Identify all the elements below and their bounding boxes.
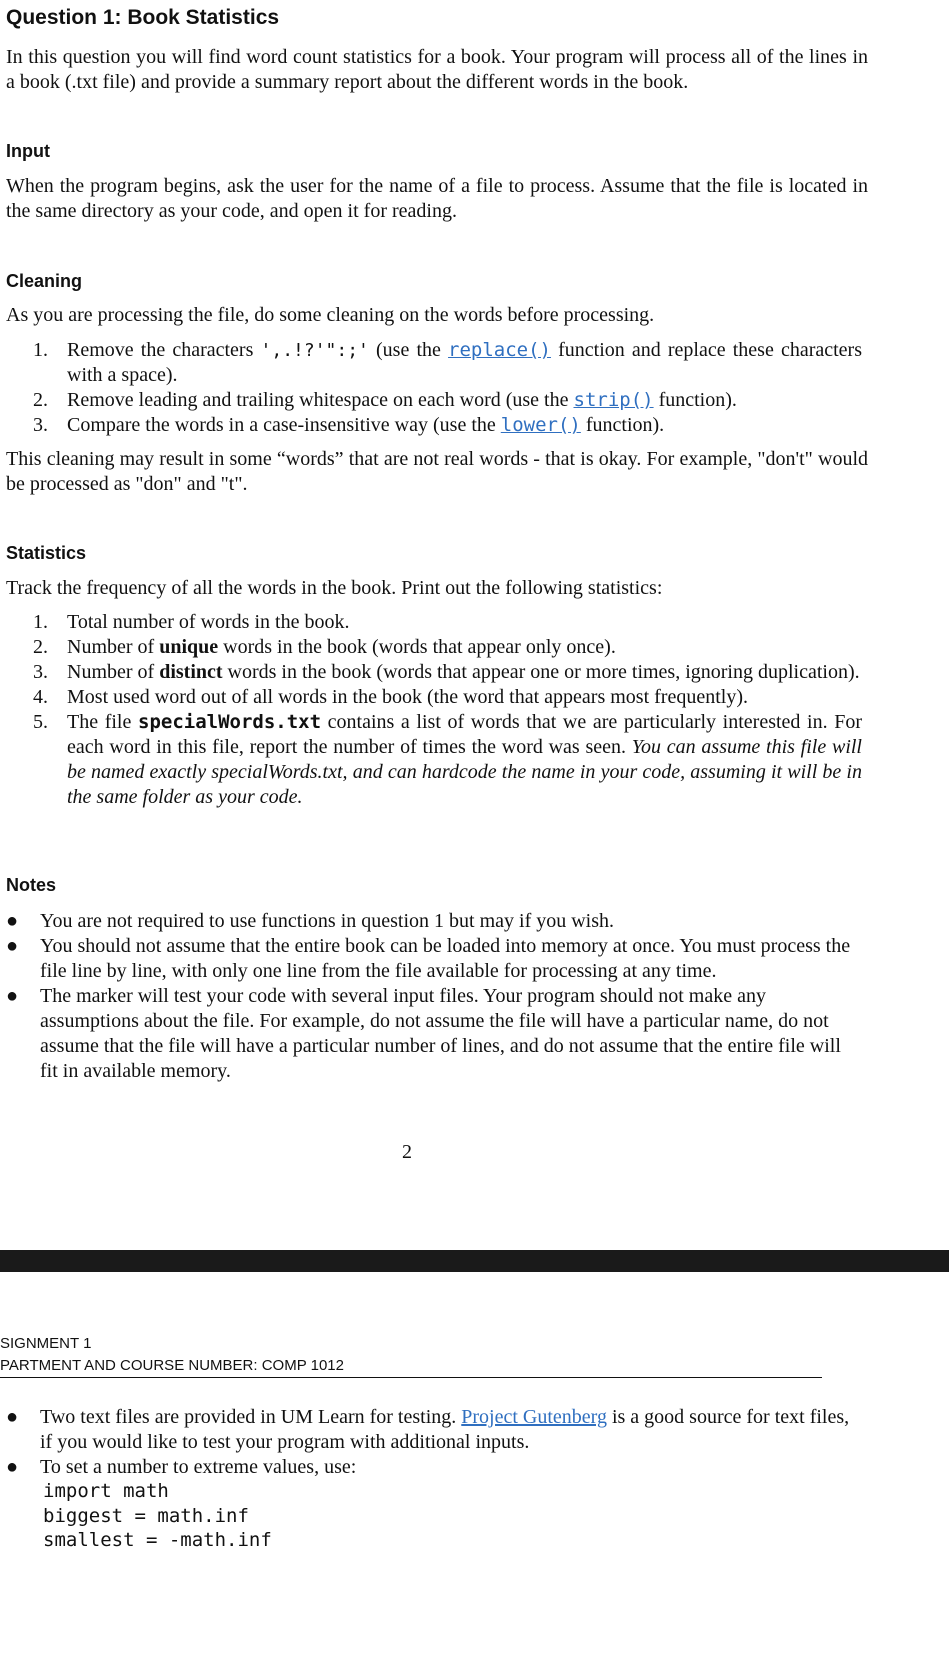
bullet-icon: ● bbox=[6, 1456, 19, 1478]
notes-item-2-text: You should not assume that the entire book can be loaded into memory at once. You must process the file line by line, with only one line from the file available for processing at any time. bbox=[40, 935, 851, 982]
special-words-filename: specialWords.txt bbox=[138, 711, 322, 733]
statistics-item-1 bbox=[33, 610, 862, 635]
cleaning-note: This cleaning may result in some “words” that are not real words - that is okay. For example, "don't" would be processed as "don" and "t". bbox=[6, 448, 868, 495]
statistics-intro: Track the frequency of all the words in the book. Print out the following statistics: bbox=[6, 577, 663, 599]
statistics-item-3 bbox=[33, 660, 862, 685]
list-number: 5. bbox=[33, 711, 48, 733]
statistics-item-5-post: contains a list of words that we are particularly interested in. For each word in this file, report the number of times the word was seen. bbox=[67, 711, 863, 758]
list-number: 2. bbox=[33, 389, 48, 411]
bullet-icon: ● bbox=[6, 985, 19, 1007]
list-number: 3. bbox=[33, 414, 48, 436]
statistics-item-2 bbox=[33, 635, 862, 660]
statistics-item-5 bbox=[33, 710, 862, 810]
notes-list bbox=[0, 909, 860, 1084]
replace-link[interactable]: replace() bbox=[448, 339, 551, 361]
cleaning-intro: As you are processing the file, do some cleaning on the words before processing. bbox=[6, 304, 655, 326]
page2-item-1 bbox=[0, 1405, 860, 1455]
page-break-bar bbox=[0, 1250, 949, 1272]
intro-paragraph: In this question you will find word count statistics for a book. Your program will process all of the lines in a book (.txt file) and provide a summary report about the different words in the book. bbox=[6, 46, 868, 93]
list-number: 3. bbox=[33, 661, 48, 683]
page2-list bbox=[0, 1405, 860, 1480]
list-number: 2. bbox=[33, 636, 48, 658]
cleaning-item-1 bbox=[33, 338, 862, 388]
cleaning-item-3 bbox=[33, 413, 862, 438]
statistics-item-1-text: Total number of words in the book. bbox=[67, 611, 350, 633]
page2-item-1-post: is a good source for text files, if you would like to test your program with additional inputs. bbox=[40, 1406, 850, 1453]
cleaning-item-3-post: function). bbox=[580, 414, 665, 436]
page2-item-2 bbox=[0, 1455, 860, 1480]
list-number: 1. bbox=[33, 611, 48, 633]
cleaning-item-1-pre: Remove the characters bbox=[67, 339, 261, 361]
notes-item-1 bbox=[0, 909, 860, 934]
cleaning-item-2-pre: Remove leading and trailing whitespace on each word (use the bbox=[67, 389, 574, 411]
statistics-item-3-pre: Number of bbox=[67, 661, 160, 683]
page2-item-1-pre: Two text files are provided in UM Learn for testing. bbox=[40, 1406, 462, 1428]
assignment-header: SIGNMENT 1 bbox=[0, 1335, 92, 1352]
cleaning-item-1-post: function and replace these characters with a space). bbox=[67, 339, 862, 386]
project-gutenberg-link[interactable]: Project Gutenberg bbox=[461, 1406, 607, 1428]
math-code-block: import math biggest = math.inf smallest = -math.inf bbox=[43, 1480, 272, 1551]
statistics-item-2-pre: Number of bbox=[67, 636, 160, 658]
statistics-item-4-text: Most used word out of all words in the book (the word that appears most frequently). bbox=[67, 686, 748, 708]
bullet-icon: ● bbox=[6, 910, 19, 932]
statistics-item-2-post: words in the book (words that appear only once). bbox=[218, 636, 616, 658]
statistics-list bbox=[33, 610, 862, 810]
bullet-icon: ● bbox=[6, 1406, 19, 1428]
unique-emphasis: unique bbox=[159, 636, 219, 658]
notes-item-2 bbox=[0, 934, 860, 984]
removed-characters: ',.!?'":;' bbox=[260, 340, 369, 361]
cleaning-list bbox=[33, 338, 862, 438]
cleaning-item-2 bbox=[33, 388, 862, 413]
list-number: 4. bbox=[33, 686, 48, 708]
distinct-emphasis: distinct bbox=[159, 661, 223, 683]
page2-item-2-text: To set a number to extreme values, use: bbox=[40, 1456, 357, 1478]
statistics-item-3-post: words in the book (words that appear one or more times, ignoring duplication). bbox=[222, 661, 860, 683]
notes-item-3 bbox=[0, 984, 860, 1084]
statistics-item-5-pre: The file bbox=[67, 711, 138, 733]
cleaning-item-1-mid: (use the bbox=[368, 339, 449, 361]
notes-heading: Notes bbox=[6, 875, 57, 895]
notes-item-1-text: You are not required to use functions in question 1 but may if you wish. bbox=[40, 910, 615, 932]
cleaning-item-3-pre: Compare the words in a case-insensitive way (use the bbox=[67, 414, 501, 436]
course-header: PARTMENT AND COURSE NUMBER: COMP 1012 bbox=[0, 1357, 344, 1374]
cleaning-item-2-post: function). bbox=[653, 389, 737, 411]
lower-link[interactable]: lower() bbox=[500, 414, 581, 436]
page-number: 2 bbox=[402, 1141, 412, 1163]
statistics-item-4 bbox=[33, 685, 862, 710]
statistics-heading: Statistics bbox=[6, 543, 87, 563]
header-rule bbox=[0, 1377, 822, 1378]
list-number: 1. bbox=[33, 339, 48, 361]
page-title: Question 1: Book Statistics bbox=[6, 6, 280, 29]
statistics-item-5-italic: You can assume this file will be named exactly specialWords.txt, and can hardcode the name in your code, assuming it will be in the same folder as your code. bbox=[67, 736, 862, 808]
strip-link[interactable]: strip() bbox=[573, 389, 654, 411]
cleaning-heading: Cleaning bbox=[6, 271, 83, 291]
bullet-icon: ● bbox=[6, 935, 19, 957]
input-paragraph: When the program begins, ask the user for the name of a file to process. Assume that the file is located in the same directory as your code, and open it for reading. bbox=[6, 175, 868, 222]
notes-item-3-text: The marker will test your code with several input files. Your program should not make any assumptions about the file. For example, do not assume the file will have a particular name, do not assume that the file will have a particular number of lines, and do not assume that the entire file will fit in available memory. bbox=[40, 985, 841, 1082]
input-heading: Input bbox=[6, 141, 50, 161]
